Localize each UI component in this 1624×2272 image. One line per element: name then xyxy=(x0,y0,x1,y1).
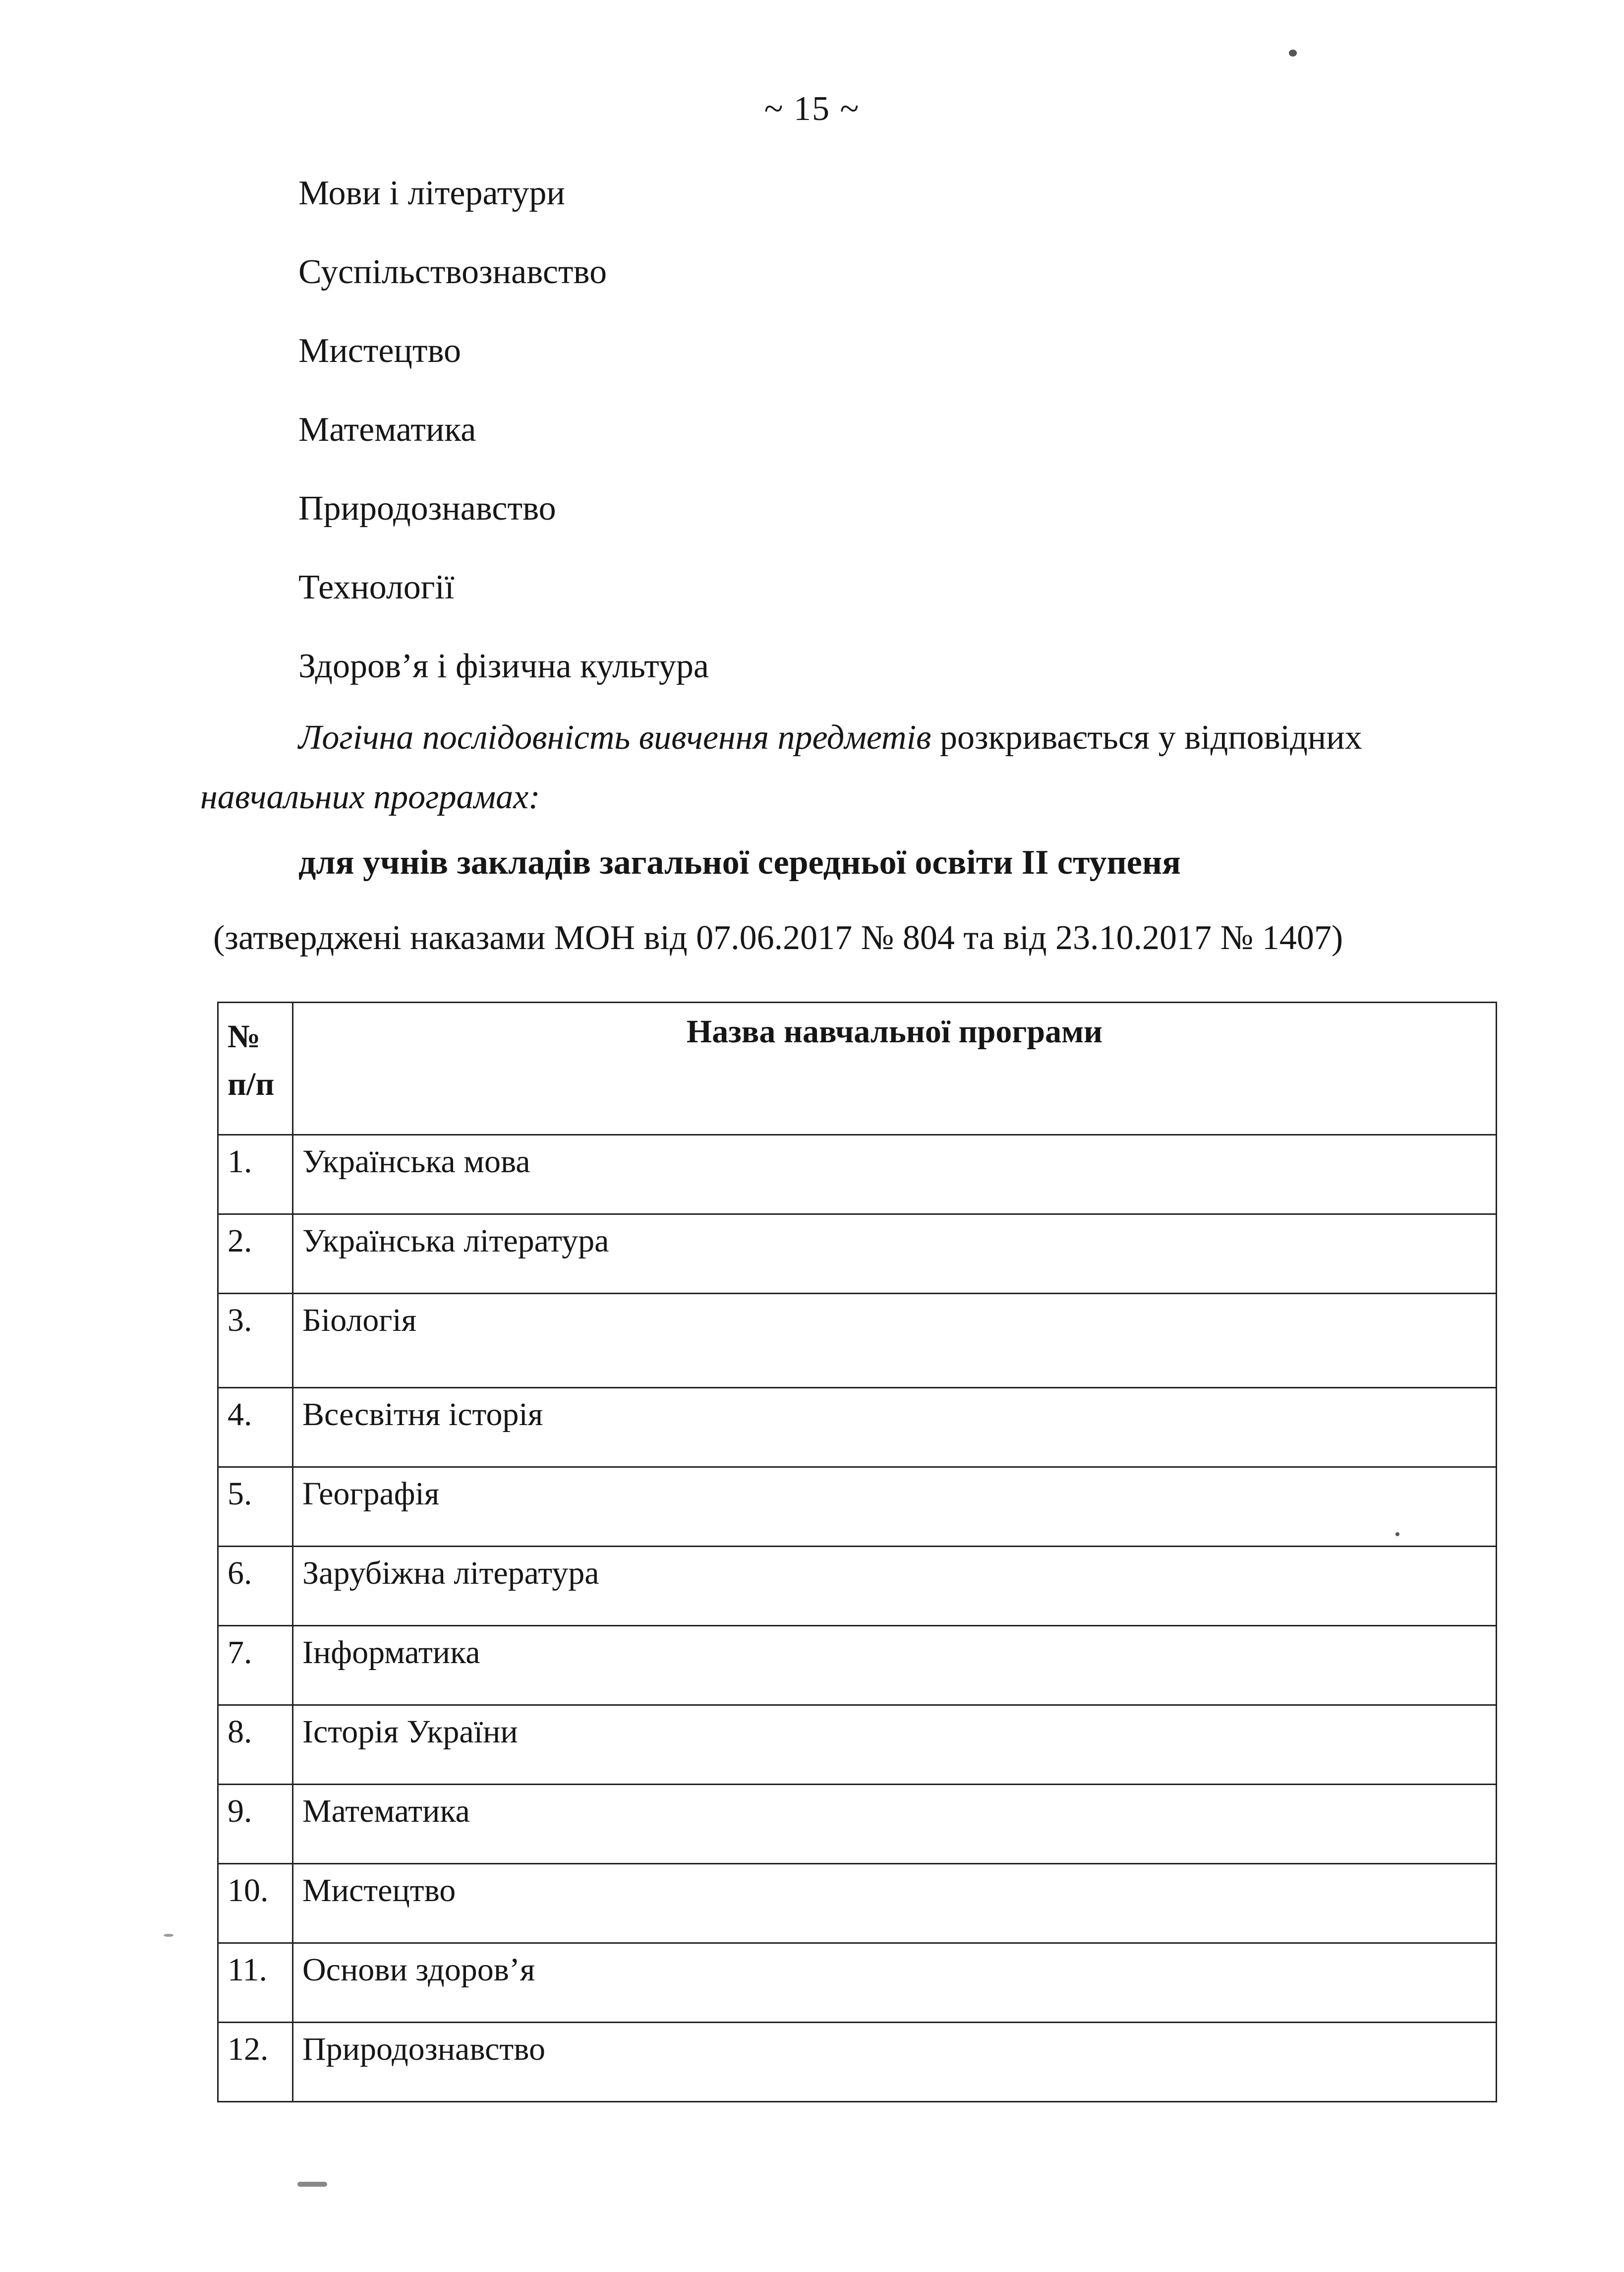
subject-item: Суспільствознавство xyxy=(298,253,607,291)
row-number: 10. xyxy=(218,1864,293,1943)
table-row xyxy=(218,1467,1497,1547)
scan-speck xyxy=(1289,50,1297,57)
header-number: № п/п xyxy=(218,1003,293,1135)
row-number: 1. xyxy=(218,1135,293,1214)
table-row xyxy=(218,1626,1497,1705)
intro-middle: розкривається у відповідних xyxy=(931,718,1362,757)
row-number: 7. xyxy=(218,1626,293,1705)
table-header-row xyxy=(218,1003,1497,1135)
row-number: 2. xyxy=(218,1214,293,1294)
scan-speck xyxy=(1395,1532,1399,1536)
header-program-name: Назва навчальної програми xyxy=(293,1003,1497,1135)
subject-item: Мистецтво xyxy=(298,332,462,370)
approval-note: (затверджені наказами МОН від 07.06.2017 № 804 та від 23.10.2017 № 1407) xyxy=(213,919,1343,957)
table-row xyxy=(218,1705,1497,1785)
intro-paragraph xyxy=(200,708,1504,827)
row-number: 12. xyxy=(218,2023,293,2102)
row-program-name: Зарубіжна література xyxy=(293,1547,1497,1626)
row-program-name: Основи здоров’я xyxy=(293,1943,1497,2023)
subject-item: Математика xyxy=(298,411,476,449)
row-number: 4. xyxy=(218,1388,293,1467)
intro-italic-tail: навчальних програмах: xyxy=(200,778,540,816)
scan-speck xyxy=(164,1934,174,1937)
table-row xyxy=(218,1294,1497,1388)
table-row xyxy=(218,1785,1497,1864)
row-program-name: Біологія xyxy=(293,1294,1497,1388)
table-row xyxy=(218,1214,1497,1294)
table-row xyxy=(218,1943,1497,2023)
subject-item: Мови і літератури xyxy=(298,174,565,212)
scan-speck xyxy=(297,2182,327,2187)
row-number: 11. xyxy=(218,1943,293,2023)
row-program-name: Мистецтво xyxy=(293,1864,1497,1943)
intro-italic-lead: Логічна послідовність вивчення предметів xyxy=(298,718,931,757)
subject-item: Природознавство xyxy=(298,489,556,528)
table-row xyxy=(218,1388,1497,1467)
page-number: ~ 15 ~ xyxy=(764,90,860,128)
row-number: 8. xyxy=(218,1705,293,1785)
row-program-name: Природознавство xyxy=(293,2023,1497,2102)
row-program-name: Інформатика xyxy=(293,1626,1497,1705)
table-row xyxy=(218,2023,1497,2102)
row-number: 5. xyxy=(218,1467,293,1547)
programs-table xyxy=(217,1002,1497,2102)
table-row xyxy=(218,1864,1497,1943)
row-program-name: Українська література xyxy=(293,1214,1497,1294)
subject-list xyxy=(298,164,709,716)
row-number: 6. xyxy=(218,1547,293,1626)
row-program-name: Математика xyxy=(293,1785,1497,1864)
row-program-name: Історія України xyxy=(293,1705,1497,1785)
row-program-name: Українська мова xyxy=(293,1135,1497,1214)
table-row xyxy=(218,1135,1497,1214)
row-program-name: Географія xyxy=(293,1467,1497,1547)
subject-item: Здоров’я і фізична культура xyxy=(298,647,709,685)
row-program-name: Всесвітня історія xyxy=(293,1388,1497,1467)
table-row xyxy=(218,1547,1497,1626)
row-number: 3. xyxy=(218,1294,293,1388)
row-number: 9. xyxy=(218,1785,293,1864)
subject-item: Технології xyxy=(298,568,455,606)
section-heading: для учнів закладів загальної середньої освіти ІІ ступеня xyxy=(298,843,1181,882)
